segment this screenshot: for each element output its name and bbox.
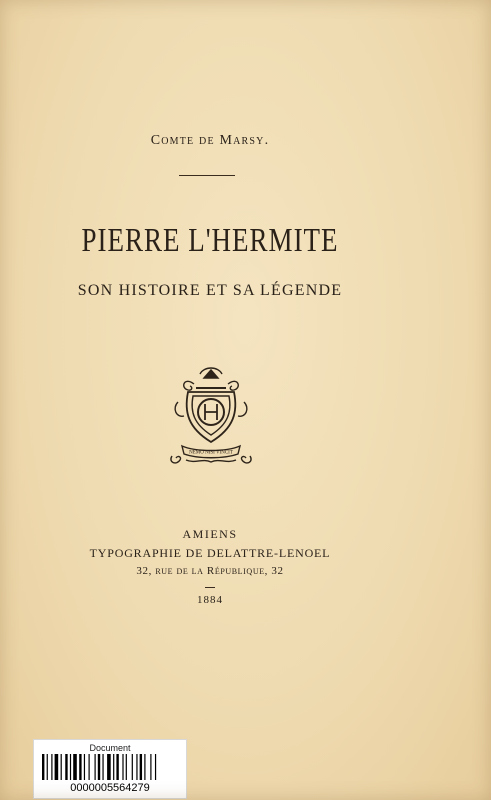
imprint-separator (205, 587, 215, 588)
author-line: Comte de Marsy. (150, 133, 270, 148)
imprint-city: AMIENS (182, 527, 238, 541)
printer-mark-emblem-icon (166, 362, 256, 466)
book-subtitle: SON HISTOIRE ET SA LÉGENDE (77, 282, 343, 299)
barcode-number: 0000005564279 (70, 782, 150, 794)
book-title: PIERRE L'HERMITE (81, 221, 339, 259)
library-barcode-label (33, 739, 187, 799)
imprint-address: 32, rue de la République, 32 (136, 565, 284, 577)
barcode-icon (42, 754, 178, 780)
emblem-motto: NEMO NISI VINCIT (189, 450, 233, 456)
imprint-printer: TYPOGRAPHIE DE DELATTRE-LENOEL (89, 546, 331, 560)
label-title: Document (89, 743, 131, 753)
imprint-year: 1884 (197, 594, 223, 606)
separator-rule (179, 175, 235, 176)
